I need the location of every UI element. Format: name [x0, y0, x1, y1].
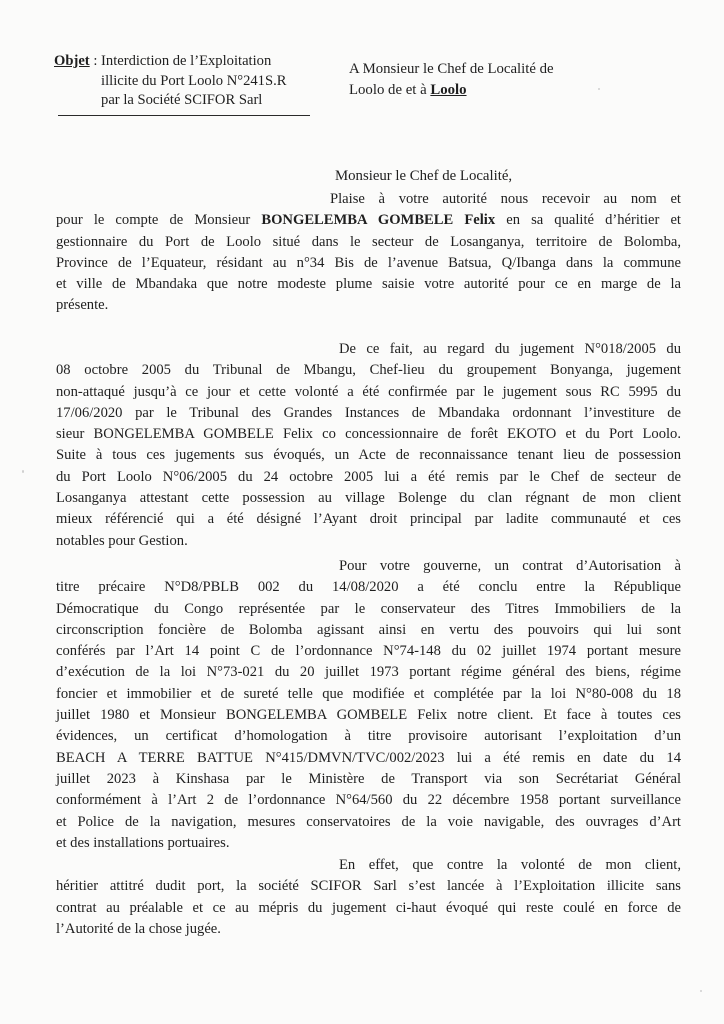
subject-line: illicite du Port Loolo N°241S.R — [101, 72, 287, 89]
paragraph-line: gestionnaire du Port de Loolo situé dans le secteur de Losanganya, territoire de Bolomba, — [56, 233, 681, 250]
paragraph-line: héritier attitré dudit port, la société SCIFOR Sarl s’est lancée à l’Exploitation illicite sans — [56, 878, 681, 895]
paragraph-3 — [56, 556, 681, 854]
paragraph-line: titre précaire N°D8/PBLB 002 du 14/08/2020 a été conclu entre la République — [56, 579, 681, 596]
addressee-line — [349, 80, 554, 101]
paragraph-line: De ce fait, au regard du jugement N°018/2005 du — [339, 341, 681, 357]
addressee-prefix: Loolo de et à — [349, 82, 431, 98]
paragraph-2 — [56, 339, 681, 552]
subject-block — [54, 52, 316, 111]
salutation: Monsieur le Chef de Localité, — [335, 168, 513, 184]
paragraph-line — [56, 210, 681, 231]
addressee-place: Loolo — [430, 82, 467, 98]
paragraph-line: présente. — [56, 297, 109, 314]
paragraph-line: 17/06/2020 par le Tribunal des Grandes Instances de Mbandaka ordonnant l’investiture de — [56, 404, 681, 421]
subject-text — [101, 52, 316, 111]
subject-underline — [58, 115, 310, 116]
subject-line: par la Société SCIFOR Sarl — [101, 92, 263, 108]
paragraph-line: juillet 1980 et Monsieur BONGELEMBA GOMBELE Felix notre client. Et face à toutes ces — [56, 707, 681, 724]
paragraph-line: circonscription foncière de Bolomba agissant ainsi en vertu des pouvoirs qui lui sont — [56, 621, 681, 638]
paragraph-line: et des installations portuaires. — [56, 834, 230, 851]
scan-speck — [22, 470, 24, 473]
paragraph-line: d’exécution de la loi N°73-021 du 20 juillet 1973 portant régime général des biens, régime — [56, 664, 681, 681]
scan-speck — [598, 88, 600, 90]
addressee-line: A Monsieur le Chef de Localité de — [349, 61, 554, 77]
paragraph-line: Suite à tous ces jugements sus évoqués, un Acte de reconnaissance tenant lieu de possession — [56, 447, 681, 464]
scan-speck — [700, 990, 702, 992]
paragraph-line: notables pour Gestion. — [56, 532, 188, 549]
paragraph-line: conférés par l’Art 14 point C de l’ordonnance N°74-148 du 02 juillet 1974 portant mesure — [56, 643, 681, 660]
paragraph-line: du Port Loolo N°06/2005 du 24 octobre 2005 lui a été remis par le Chef de secteur de — [56, 468, 681, 485]
paragraph-line: juillet 2023 à Kinshasa par le Ministère de Transport via son Secrétariat Général — [56, 770, 681, 787]
text-run: en sa qualité d’héritier et — [495, 212, 681, 229]
paragraph-line: l’Autorité de la chose jugée. — [56, 920, 221, 937]
subject-separator: : — [89, 53, 102, 69]
paragraph-line: mieux référencié qui a été désigné l’Ayant droit principal par ladite communauté et ces — [56, 511, 681, 528]
paragraph-line: Plaise à votre autorité nous recevoir au nom et — [330, 191, 681, 207]
paragraph-1 — [56, 189, 681, 317]
paragraph-line: non-attaqué jusqu’à ce jour et cette volonté a été confirmée par le jugement sous RC 5995 du — [56, 383, 681, 400]
subject-label: Objet — [54, 53, 90, 69]
text-run: pour le compte de Monsieur — [56, 212, 262, 229]
paragraph-line: conformément à l’Art 2 de l’ordonnance N°64/560 du 22 décembre 1958 portant surveillance — [56, 792, 681, 809]
paragraph-line: Losanganya attestant cette possession au village Bolenge du clan régnant de mon client — [56, 490, 681, 507]
subject-line: Interdiction de l’Exploitation — [101, 53, 272, 69]
paragraph-line: contrat au préalable et ce au mépris du jugement ci-haut évoqué qui reste coulé en force de — [56, 899, 681, 916]
paragraph-line: Pour votre gouverne, un contrat d’Autorisation à — [339, 558, 681, 574]
paragraph-line: BEACH A TERRE BATTUE N°415/DMVN/TVC/002/2023 lui a été remis en date du 14 — [56, 749, 681, 766]
paragraph-line: Démocratique du Congo représentée par le conservateur des Titres Immobiliers de la — [56, 600, 681, 617]
paragraph-line: Province de l’Equateur, résidant au n°34 Bis de l’avenue Batsua, Q/Ibanga dans la commune — [56, 254, 681, 271]
paragraph-line: et Police de la navigation, mesures conservatoires de la voie navigable, des ouvrages d’Art — [56, 813, 681, 830]
paragraph-line: 08 octobre 2005 du Tribunal de Mbangu, Chef-lieu du groupement Bonyanga, jugement — [56, 362, 681, 379]
addressee-block — [349, 59, 554, 101]
paragraph-line: En effet, que contre la volonté de mon client, — [339, 857, 681, 873]
paragraph-line: sieur BONGELEMBA GOMBELE Felix co concessionnaire de forêt EKOTO et du Port Loolo. — [56, 426, 681, 443]
paragraph-line: et ville de Mbandaka que notre modeste plume saisie votre autorité pour ce en marge de la — [56, 276, 681, 293]
paragraph-line: foncier et immobilier et de sureté telle que modifiée et complétée par la loi N°80-008 du 18 — [56, 685, 681, 702]
client-name: BONGELEMBA GOMBELE Felix — [261, 212, 496, 229]
paragraph-4 — [56, 855, 681, 940]
paragraph-line: évidences, un certificat d’homologation à titre provisoire autorisant l’exploitation d’un — [56, 728, 681, 745]
